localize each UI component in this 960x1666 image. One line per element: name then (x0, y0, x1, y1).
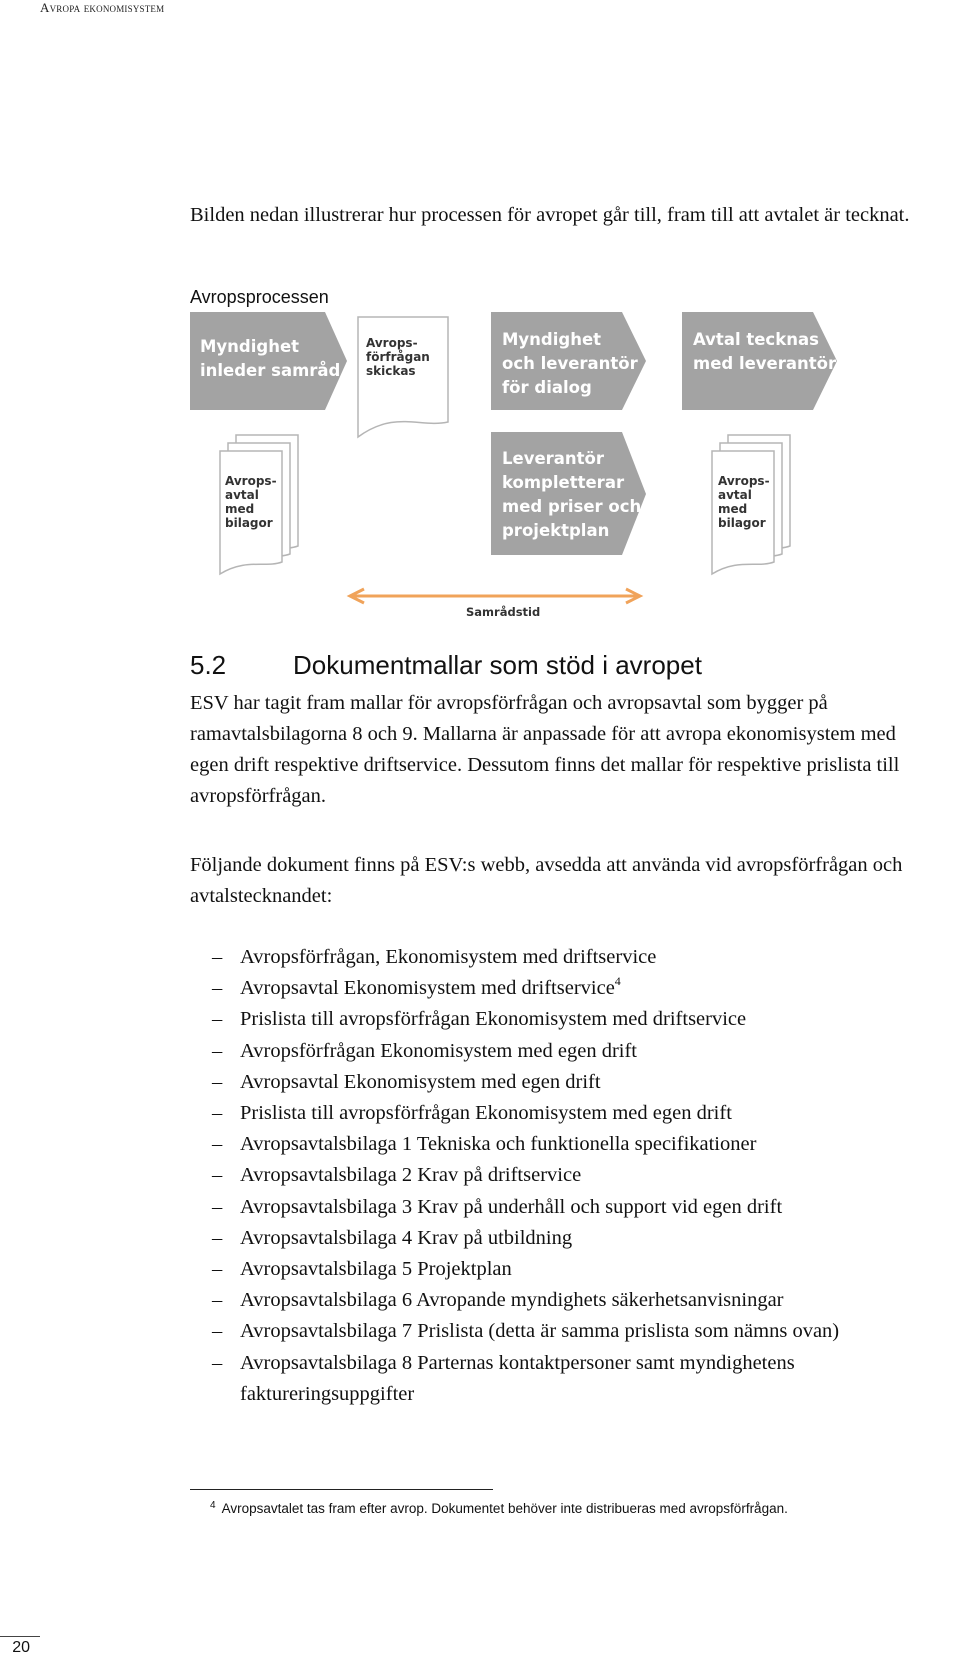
list-dash-marker: – (212, 946, 223, 968)
list-item-text: Avropsavtalsbilaga 2 Krav på driftservice (240, 1164, 582, 1187)
doc-right-line1: Avrops- (718, 474, 770, 488)
intro-paragraph: Bilden nedan illustrerar hur processen för avropet går till, fram till att avtalet är tecknat. (190, 204, 910, 226)
list-item-text: Avropsavtalsbilaga 6 Avropande myndighets säkerhetsanvisningar (240, 1289, 784, 1312)
list-dash-marker: – (212, 1320, 223, 1343)
list-item-text: Avropsavtal Ekonomisystem med driftservice (240, 977, 615, 1000)
section-number: 5.2 (190, 650, 227, 680)
step-leverantor-kompletterar (491, 432, 646, 555)
list-item (212, 1223, 942, 1254)
list-item (212, 1348, 942, 1410)
list-item-text: Prislista till avropsförfrågan Ekonomisystem med egen drift (240, 1102, 732, 1125)
list-dash-marker: – (212, 1070, 223, 1093)
list-dash-marker: – (212, 1133, 223, 1156)
step-avtal-tecknas (682, 312, 837, 410)
page-number: 20 (0, 1636, 40, 1657)
step3-line1: Avtal tecknas (693, 330, 819, 349)
step1-line2: inleder samråd (200, 361, 341, 380)
list-item-text: Avropsavtalsbilaga 3 Krav på underhåll och support vid egen drift (240, 1195, 783, 1218)
list-dash-marker: – (212, 977, 223, 1000)
step2-line1: Myndighet (502, 330, 602, 349)
list-dash-marker: – (212, 1164, 223, 1187)
doc-request-line2: förfrågan (366, 350, 430, 364)
doc-right-line4: bilagor (718, 516, 766, 530)
step2-line2: och leverantör (502, 354, 638, 373)
list-item (212, 1004, 942, 1035)
list-item (212, 1098, 942, 1129)
list-item (212, 1160, 942, 1191)
list-dash-marker: – (212, 1008, 223, 1031)
list-item-text: Avropsavtalsbilaga 1 Tekniska och funktionella specifikationer (240, 1133, 757, 1156)
list-item (212, 1285, 942, 1316)
list-item (212, 1036, 942, 1067)
running-header: Avropa ekonomisystem (40, 0, 165, 15)
footnote-text: Avropsavtalet tas fram efter avrop. Dokumentet behöver inte distribueras med avropsförfrågan. (221, 1501, 788, 1516)
list-dash-marker: – (212, 1351, 223, 1374)
section-paragraph-1: ESV har tagit fram mallar för avropsförfrågan och avropsavtal som bygger på ramavtalsbilagorna 8 och 9. Mallarna är anpassade för att avropa ekonomisystem med egen drift respektive driftservice. Dessutom finns det mallar för respektive prislista till avropsförfrågan. (190, 692, 900, 807)
section-paragraph-2: Följande dokument finns på ESV:s webb, avsedda att använda vid avropsförfrågan och avtalstecknandet: (190, 854, 903, 907)
doc-request-line3: skickas (366, 364, 416, 378)
step4-line3: med priser och (502, 497, 642, 516)
list-item-text: Avropsförfrågan, Ekonomisystem med driftservice (240, 946, 657, 968)
list-item-text: Avropsförfrågan Ekonomisystem med egen drift (240, 1039, 637, 1062)
list-dash-marker: – (212, 1289, 223, 1312)
section-heading (190, 650, 702, 681)
list-item (212, 1192, 942, 1223)
footnote-mark: 4 (210, 1500, 216, 1511)
doc-stack-right (712, 435, 790, 574)
list-item (212, 1129, 942, 1160)
doc-left-line1: Avrops- (225, 474, 277, 488)
document-list (212, 942, 942, 1410)
doc-left-line3: med (225, 502, 255, 516)
step1-line1: Myndighet (200, 337, 300, 356)
list-item-text: Prislista till avropsförfrågan Ekonomisystem med driftservice (240, 1008, 747, 1031)
figure-caption: Avropsprocessen (190, 287, 329, 307)
footnote-reference: 4 (614, 974, 621, 989)
step3-line2: med leverantör (693, 354, 837, 373)
doc-left-line2: avtal (225, 488, 259, 502)
doc-request-line1: Avrops- (366, 336, 418, 350)
list-item-text: Avropsavtalsbilaga 8 Parternas kontaktpersoner samt myndighetens faktureringsuppgifter (240, 1351, 795, 1405)
list-item-text: Avropsavtalsbilaga 5 Projektplan (240, 1258, 512, 1281)
doc-left-line4: bilagor (225, 516, 273, 530)
list-dash-marker: – (212, 1195, 223, 1218)
step-myndighet-och-leverantor (491, 312, 646, 410)
step-myndighet-inleder-samrad (190, 312, 347, 410)
timeline-label: Samrådstid (466, 605, 541, 619)
step4-line4: projektplan (502, 521, 610, 540)
list-dash-marker: – (212, 1102, 223, 1125)
list-item (212, 1067, 942, 1098)
process-diagram (0, 0, 960, 640)
step4-line1: Leverantör (502, 449, 605, 468)
list-dash-marker: – (212, 1226, 223, 1249)
doc-stack-left (220, 435, 298, 574)
footnote (210, 1500, 788, 1516)
doc-avropsforfragan-skickas (358, 317, 448, 437)
timeline-samradstid (350, 589, 640, 619)
list-dash-marker: – (212, 1258, 223, 1281)
list-item (212, 1254, 942, 1285)
step4-line2: kompletterar (502, 473, 625, 492)
list-item (212, 942, 942, 973)
list-item-text: Avropsavtalsbilaga 4 Krav på utbildning (240, 1226, 573, 1249)
list-item-text: Avropsavtalsbilaga 7 Prislista (detta är samma prislista som nämns ovan) (240, 1320, 840, 1343)
list-item-text: Avropsavtal Ekonomisystem med egen drift (240, 1070, 601, 1093)
doc-right-line3: med (718, 502, 748, 516)
list-item (212, 973, 942, 1004)
list-item (212, 1316, 942, 1347)
footnote-separator (190, 1489, 493, 1490)
section-title: Dokumentmallar som stöd i avropet (293, 650, 702, 680)
list-dash-marker: – (212, 1039, 223, 1062)
step2-line3: för dialog (502, 378, 592, 397)
doc-right-line2: avtal (718, 488, 752, 502)
